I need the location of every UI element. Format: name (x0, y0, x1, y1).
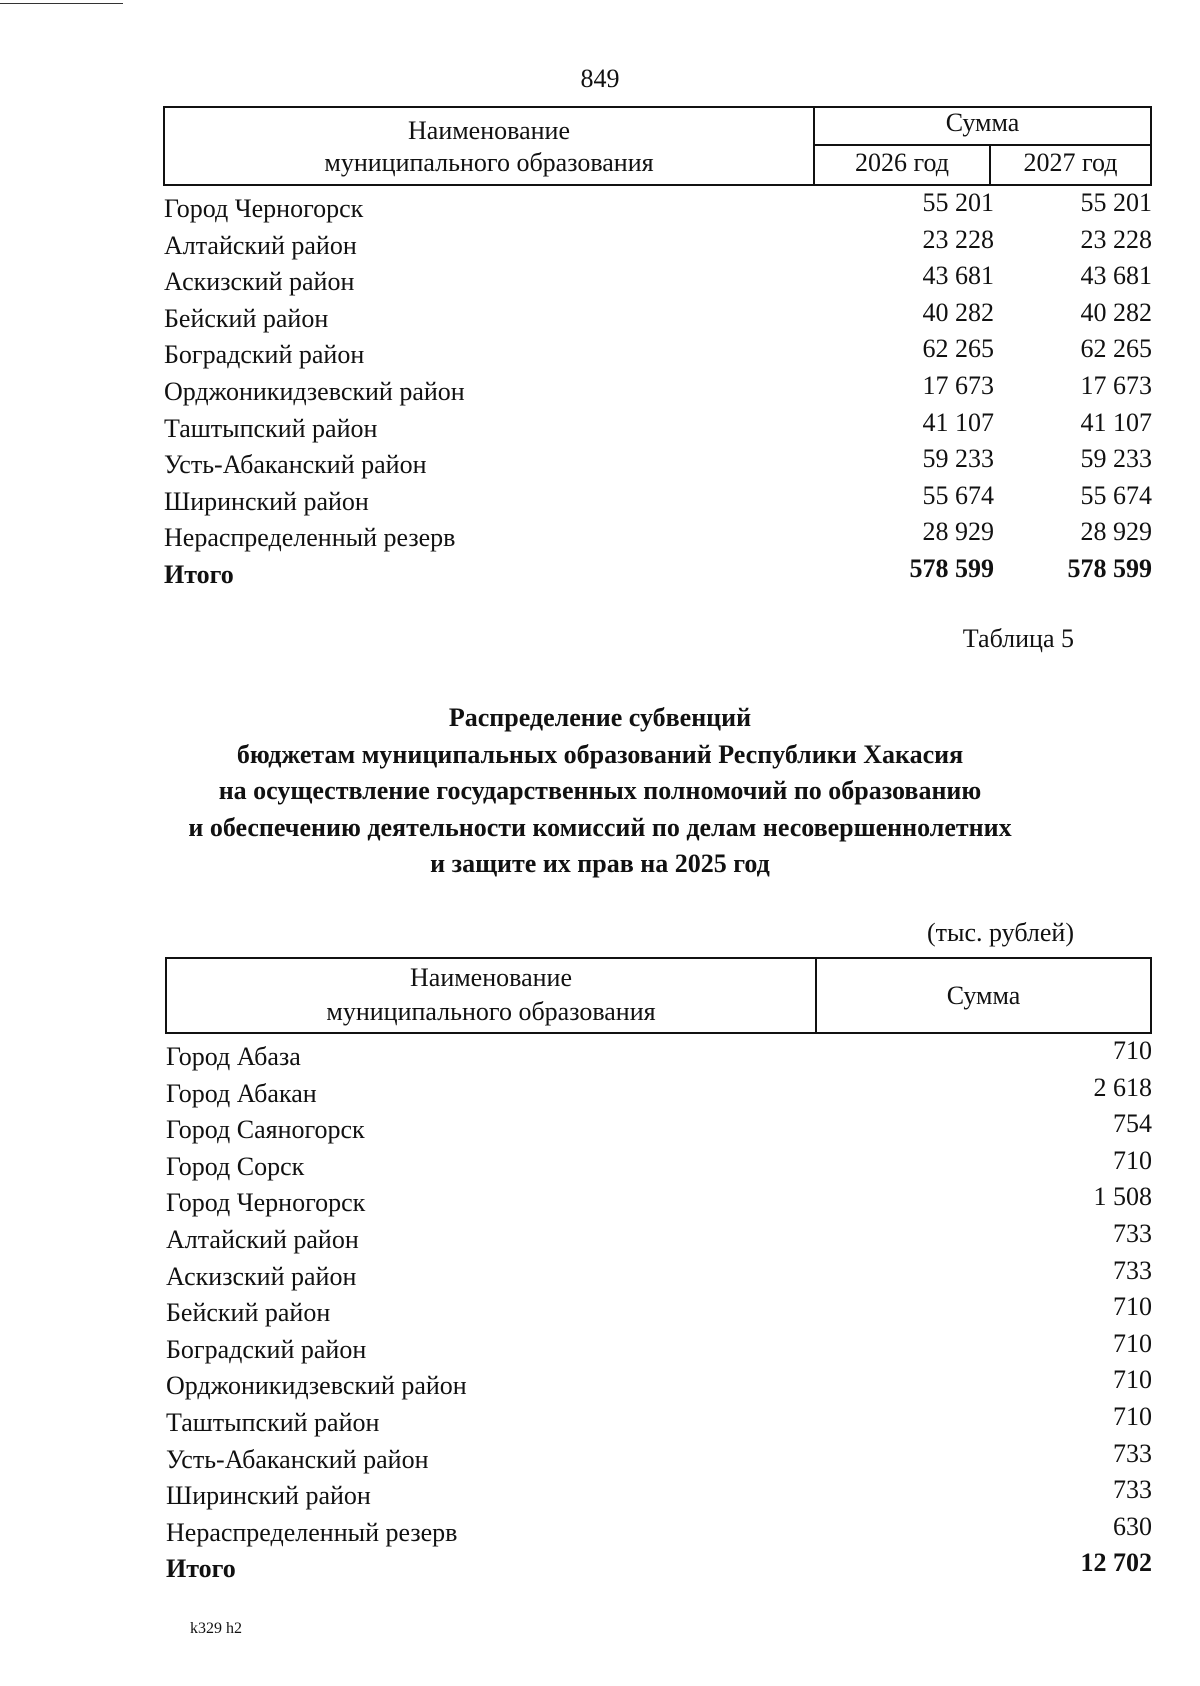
table4-header-year-2026: 2026 год (815, 146, 991, 184)
row-name: Алтайский район (166, 1225, 359, 1254)
table-total-row (164, 555, 1152, 589)
title-line: и обеспечению деятельности комиссий по делам несовершеннолетних (188, 812, 1012, 842)
table-row (166, 1476, 1152, 1510)
row-value-2027: 23 228 (1080, 224, 1152, 254)
row-name: Усть-Абаканский район (166, 1444, 429, 1474)
row-name: Город Сорск (166, 1151, 305, 1181)
row-value-2027: 55 674 (1080, 480, 1152, 510)
table-row (164, 445, 1152, 479)
total-value-2027: 578 599 (1067, 554, 1152, 583)
table5-header-name-cell (167, 959, 817, 1032)
table-row (164, 262, 1152, 296)
table-row (166, 1513, 1152, 1547)
row-name: Усть-Абаканский район (164, 450, 427, 480)
table-row (166, 1183, 1152, 1217)
title-line: бюджетам муниципальных образований Республики Хакасия (236, 739, 964, 769)
row-value-2027: 43 681 (1080, 261, 1152, 291)
table-row (166, 1440, 1152, 1474)
row-name: Аскизский район (166, 1261, 357, 1291)
row-value: 710 (1113, 1402, 1152, 1431)
row-value-2026: 28 929 (922, 517, 994, 547)
title-line: Распределение субвенций (448, 703, 752, 732)
row-value-2026: 62 265 (922, 334, 994, 364)
row-value-2026: 55 674 (922, 480, 994, 510)
row-value-2027: 62 265 (1080, 334, 1152, 364)
row-value-2027: 28 929 (1080, 517, 1152, 547)
table-row (164, 335, 1152, 369)
row-value: 710 (1113, 1036, 1152, 1065)
table-total-row (166, 1549, 1152, 1583)
total-value: 12 702 (1080, 1548, 1152, 1578)
total-label: Итого (164, 560, 234, 589)
row-value: 733 (1113, 1255, 1152, 1285)
table-row (166, 1074, 1152, 1108)
row-name: Орджоникидзевский район (166, 1371, 467, 1401)
row-name: Город Саяногорск (166, 1115, 365, 1145)
table-row (164, 299, 1152, 333)
table5-label: Таблица 5 (962, 624, 1074, 653)
row-value-2027: 40 282 (1080, 297, 1152, 327)
row-value-2027: 17 673 (1080, 371, 1152, 400)
row-value: 733 (1113, 1475, 1152, 1505)
row-value-2026: 40 282 (922, 297, 994, 327)
table4-header-name-line2: муниципального образования (324, 148, 654, 177)
table-row (164, 409, 1152, 443)
table-row (166, 1366, 1152, 1400)
row-value: 710 (1113, 1328, 1152, 1358)
row-value-2027: 55 201 (1080, 188, 1152, 217)
row-name: Город Черногорск (166, 1188, 366, 1218)
row-name: Город Абаза (166, 1042, 301, 1071)
title-line: и защите их прав на 2025 год (430, 849, 770, 878)
row-name: Таштыпский район (166, 1408, 380, 1437)
table5-header-name-line1: Наименование (410, 963, 572, 992)
table4-header (163, 106, 1152, 186)
row-value-2026: 43 681 (922, 261, 994, 291)
row-value: 710 (1113, 1145, 1152, 1175)
total-label: Итого (166, 1554, 236, 1584)
row-name: Нераспределенный резерв (164, 523, 456, 553)
row-name: Боградский район (164, 340, 365, 370)
total-value-2026: 578 599 (909, 554, 994, 583)
table4-header-year-2027: 2027 год (1023, 148, 1118, 177)
table-row (164, 226, 1152, 260)
table4-header-name-cell (165, 108, 815, 184)
row-value: 710 (1113, 1365, 1152, 1395)
row-name: Бейский район (166, 1298, 331, 1328)
row-value-2027: 59 233 (1080, 444, 1152, 474)
row-name: Ширинский район (164, 486, 369, 516)
row-value-2026: 17 673 (922, 371, 994, 400)
table-row (166, 1330, 1152, 1364)
row-name: Таштыпский район (164, 413, 378, 443)
table5-header (165, 957, 1152, 1034)
table4-header-sum: Сумма (945, 108, 1020, 137)
table-row (164, 189, 1152, 223)
row-name: Бейский район (164, 303, 329, 333)
table5-header-name-line2: муниципального образования (326, 997, 656, 1026)
row-value-2026: 55 201 (922, 188, 994, 217)
table4-header-name-line1: Наименование (408, 116, 570, 145)
row-name: Нераспределенный резерв (166, 1517, 458, 1547)
row-name: Алтайский район (164, 230, 357, 260)
row-name: Город Абакан (166, 1078, 317, 1108)
row-value-2026: 59 233 (922, 444, 994, 474)
table-row (166, 1257, 1152, 1291)
footer-document-code: k329 h2 (190, 1620, 242, 1637)
page-number: 849 (580, 64, 620, 93)
table-row (164, 518, 1152, 552)
table-row (166, 1220, 1152, 1254)
table-row (166, 1110, 1152, 1144)
row-name: Ширинский район (166, 1481, 371, 1511)
row-value: 754 (1113, 1109, 1152, 1139)
table-row (166, 1037, 1152, 1071)
table-row (166, 1403, 1152, 1437)
table5-units: (тыс. рублей) (926, 918, 1074, 947)
row-value: 630 (1113, 1511, 1152, 1541)
row-value: 733 (1113, 1438, 1152, 1468)
row-value-2026: 23 228 (922, 224, 994, 254)
row-name: Город Черногорск (164, 194, 364, 223)
table5-title (100, 700, 1100, 883)
row-value-2026: 41 107 (922, 407, 994, 437)
scan-edge-mark (0, 3, 123, 4)
row-value-2027: 41 107 (1080, 407, 1152, 437)
row-name: Аскизский район (164, 267, 355, 297)
row-value: 710 (1113, 1292, 1152, 1322)
row-name: Боградский район (166, 1334, 367, 1364)
table-row (166, 1293, 1152, 1327)
table-row (164, 482, 1152, 516)
row-value: 1 508 (1093, 1182, 1152, 1212)
row-name: Орджоникидзевский район (164, 377, 465, 406)
row-value: 2 618 (1093, 1072, 1152, 1102)
table4-header-years (815, 144, 1150, 184)
title-line: на осуществление государственных полномочий по образованию (218, 776, 982, 805)
row-value: 733 (1113, 1219, 1152, 1248)
table-row (166, 1147, 1152, 1181)
table-row (164, 372, 1152, 406)
table5-header-sum: Сумма (946, 981, 1021, 1010)
